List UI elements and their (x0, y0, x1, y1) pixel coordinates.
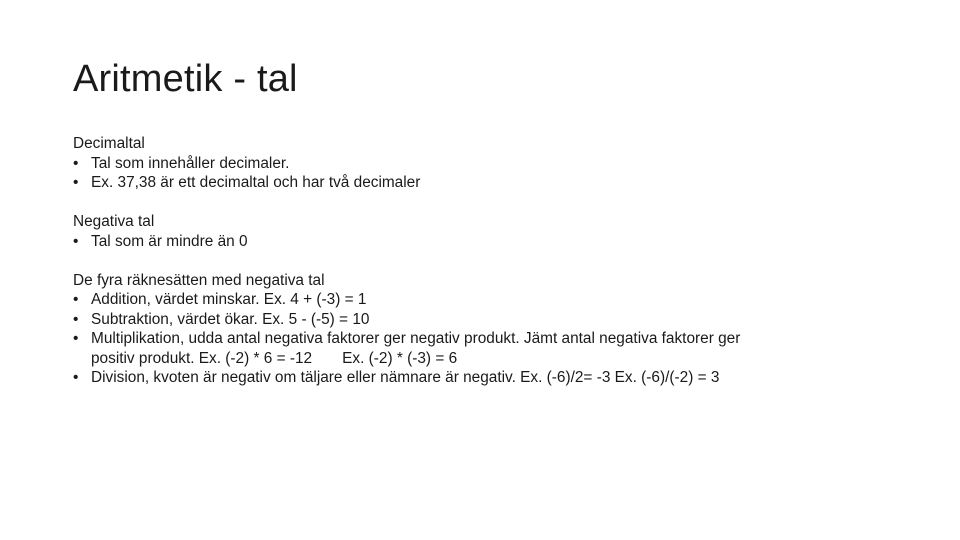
bullet-icon: • (73, 232, 79, 250)
bullet-icon: • (73, 154, 79, 172)
bullet-icon: • (73, 174, 79, 191)
list-item-text: Ex. (-2) * (-3) = 6 (342, 349, 458, 367)
bullet-icon: • (73, 310, 79, 328)
slide-body (73, 134, 903, 407)
list-item (73, 310, 903, 330)
slide-title: Aritmetik - tal (73, 58, 298, 100)
list-item-text: Multiplikation, udda antal negativa faktorer ger negativ produkt. Jämt antal negativa faktorer ger (91, 330, 741, 347)
list-item (73, 368, 903, 388)
list-item-text: Addition, värdet minskar. Ex. 4 + (-3) = 1 (91, 291, 367, 308)
list-item (73, 173, 903, 193)
list-item-continuation (91, 349, 903, 369)
list-item-text: Subtraktion, värdet ökar. Ex. 5 - (-5) = 10 (91, 310, 370, 328)
section-rakneasatten (73, 271, 903, 388)
section-heading: Decimaltal (73, 135, 145, 152)
list-item (73, 232, 903, 252)
list-item-text: positiv produkt. Ex. (-2) * 6 = -12 (91, 349, 313, 367)
list-item (73, 154, 903, 174)
bullet-icon: • (73, 330, 79, 347)
list-item-text: Division, kvoten är negativ om täljare eller nämnare är negativ. Ex. (-6)/2= -3 Ex. (-6)/(-2) = 3 (91, 369, 720, 386)
list-item-text: Ex. 37,38 är ett decimaltal och har två decimaler (91, 174, 421, 191)
section-negativa-tal (73, 212, 903, 251)
bullet-icon: • (73, 369, 79, 386)
list-item-text: Tal som innehåller decimaler. (91, 154, 290, 172)
list-item (73, 290, 903, 310)
bullet-list (73, 290, 903, 388)
bullet-icon: • (73, 291, 79, 308)
list-item (73, 329, 903, 368)
section-decimaltal (73, 134, 903, 193)
section-heading: De fyra räknesätten med negativa tal (73, 271, 325, 289)
bullet-list (73, 154, 903, 193)
list-item-text: Tal som är mindre än 0 (91, 232, 248, 250)
bullet-list (73, 232, 903, 252)
section-heading: Negativa tal (73, 213, 155, 230)
